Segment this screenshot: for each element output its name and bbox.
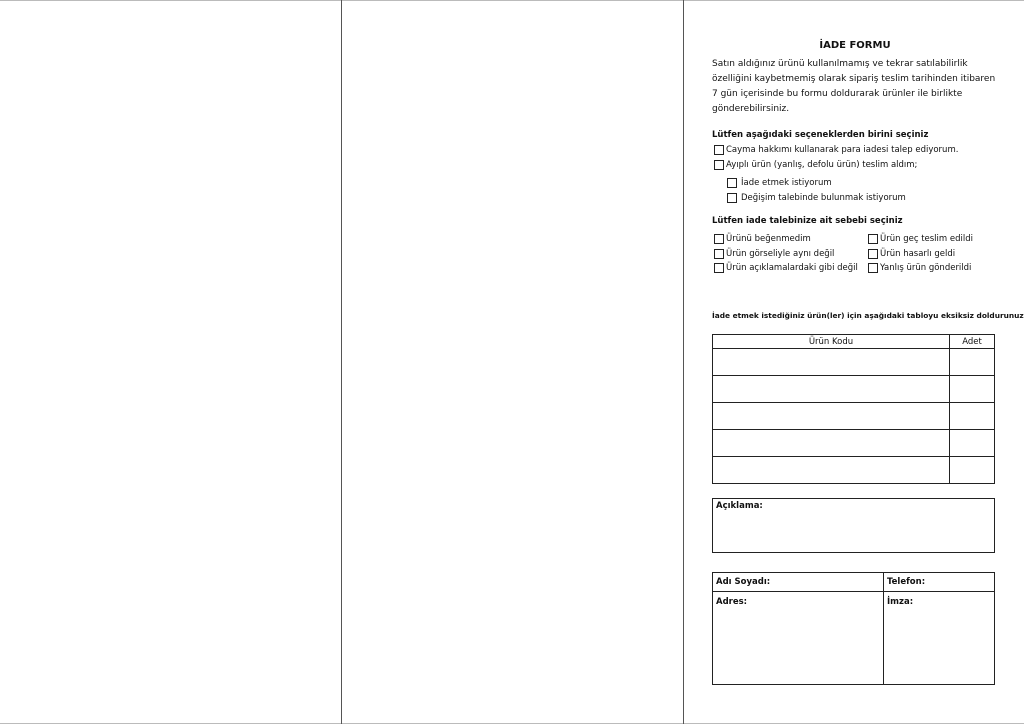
option-withdrawal[interactable] <box>714 145 958 155</box>
table-row <box>713 457 995 484</box>
description-box[interactable] <box>712 498 995 553</box>
reason-not-as-pictured[interactable] <box>714 249 834 259</box>
name-label: Adı Soyadı: <box>716 577 771 587</box>
option-label: İade etmek istiyorum <box>741 178 832 188</box>
contact-divider-vertical <box>883 573 884 684</box>
table-row <box>713 430 995 457</box>
quantity-cell[interactable] <box>950 376 995 403</box>
sub-option-exchange[interactable] <box>727 193 906 203</box>
fold-line-left <box>341 0 342 724</box>
quantity-cell[interactable] <box>950 403 995 430</box>
table-header-row <box>713 335 995 349</box>
reason-didnt-like[interactable] <box>714 234 811 244</box>
checkbox[interactable] <box>714 249 724 259</box>
form-intro: Satın aldığınız ürünü kullanılmamış ve tekrar satılabilirlik özelliğini kaybetmemiş olarak sipariş teslim tarihinden itibaren 7 gün içerisinde bu formu doldurarak ürünler ile birlikte gönderebilirsiniz. <box>712 59 996 114</box>
quantity-cell[interactable] <box>950 430 995 457</box>
checkbox[interactable] <box>714 160 724 170</box>
product-code-cell[interactable] <box>713 430 950 457</box>
contact-box <box>712 572 995 685</box>
option-label: Ayıplı ürün (yanlış, defolu ürün) teslim aldım; <box>726 160 918 170</box>
reason-not-as-described[interactable] <box>714 263 858 273</box>
sheet-top-edge <box>0 0 1024 1</box>
reason-label: Ürün görseliyle aynı değil <box>726 249 835 259</box>
reason-label: Yanlış ürün gönderildi <box>880 263 972 273</box>
form-title: İADE FORMU <box>819 40 891 51</box>
column-header-quantity: Adet <box>950 335 995 349</box>
product-code-cell[interactable] <box>713 457 950 484</box>
product-code-cell[interactable] <box>713 349 950 376</box>
address-label: Adres: <box>716 597 748 607</box>
checkbox[interactable] <box>714 234 724 244</box>
table-row <box>713 403 995 430</box>
checkbox[interactable] <box>868 234 878 244</box>
table-row <box>713 349 995 376</box>
option-label: Değişim talebinde bulunmak istiyorum <box>741 193 906 203</box>
options-heading: Lütfen aşağıdaki seçeneklerden birini seçiniz <box>712 130 929 140</box>
sub-option-return[interactable] <box>727 178 832 188</box>
fold-line-right <box>683 0 684 724</box>
signature-label: İmza: <box>887 597 914 607</box>
checkbox[interactable] <box>727 178 737 188</box>
reason-label: Ürün geç teslim edildi <box>880 234 973 244</box>
checkbox[interactable] <box>727 193 737 203</box>
return-items-table <box>712 334 995 484</box>
description-label: Açıklama: <box>716 501 763 511</box>
checkbox[interactable] <box>714 263 724 273</box>
option-label: Cayma hakkımı kullanarak para iadesi talep ediyorum. <box>726 145 959 155</box>
column-header-product-code: Ürün Kodu <box>713 335 950 349</box>
quantity-cell[interactable] <box>950 457 995 484</box>
reason-label: Ürün açıklamalardaki gibi değil <box>726 263 858 273</box>
checkbox[interactable] <box>868 263 878 273</box>
checkbox[interactable] <box>714 145 724 155</box>
option-defective[interactable] <box>714 160 917 170</box>
quantity-cell[interactable] <box>950 349 995 376</box>
phone-label: Telefon: <box>887 577 926 587</box>
table-heading: İade etmek istediğiniz ürün(ler) için aşağıdaki tabloyu eksiksiz doldurunuz <box>712 311 1024 320</box>
product-code-cell[interactable] <box>713 376 950 403</box>
reason-damaged[interactable] <box>868 249 955 259</box>
contact-divider-horizontal <box>713 591 994 592</box>
product-code-cell[interactable] <box>713 403 950 430</box>
reason-heading: Lütfen iade talebinize ait sebebi seçiniz <box>712 216 903 226</box>
reason-wrong-item[interactable] <box>868 263 971 273</box>
table-row <box>713 376 995 403</box>
reason-late-delivery[interactable] <box>868 234 973 244</box>
checkbox[interactable] <box>868 249 878 259</box>
reason-label: Ürünü beğenmedim <box>726 234 811 244</box>
reason-label: Ürün hasarlı geldi <box>880 249 956 259</box>
